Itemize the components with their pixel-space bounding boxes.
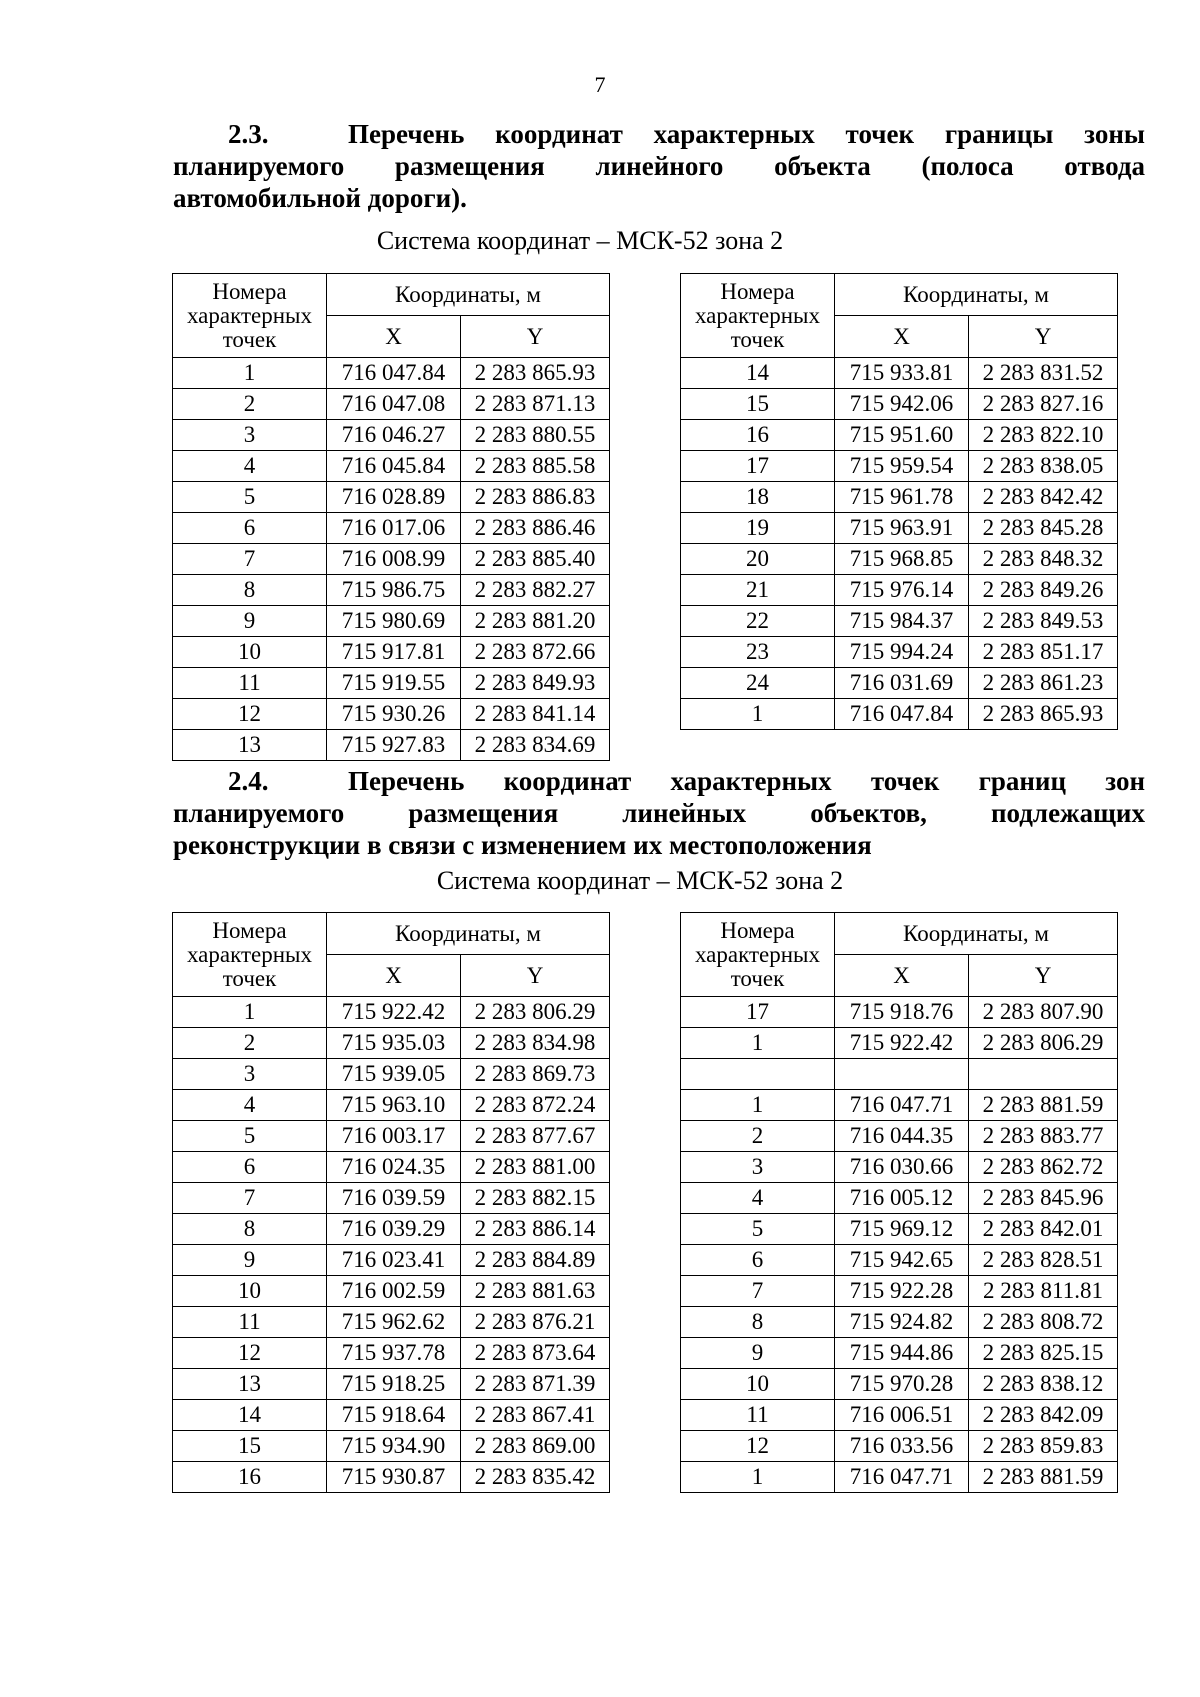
cell-point-number: 23 bbox=[681, 637, 835, 668]
table-row bbox=[173, 420, 610, 451]
cell-x: 715 935.03 bbox=[327, 1028, 461, 1059]
table-row bbox=[681, 699, 1118, 730]
header-x: X bbox=[327, 316, 461, 358]
cell-x: 716 005.12 bbox=[835, 1183, 969, 1214]
header-x: X bbox=[835, 316, 969, 358]
cell-point-number: 14 bbox=[173, 1400, 327, 1431]
cell-y bbox=[969, 1059, 1118, 1090]
table-row bbox=[173, 1462, 610, 1493]
table-row bbox=[681, 1307, 1118, 1338]
header-points: Номера характерных точек bbox=[681, 913, 835, 997]
cell-x: 715 942.06 bbox=[835, 389, 969, 420]
cell-x: 716 030.66 bbox=[835, 1152, 969, 1183]
cell-x: 716 006.51 bbox=[835, 1400, 969, 1431]
cell-point-number: 4 bbox=[173, 1090, 327, 1121]
header-coords: Координаты, м bbox=[327, 913, 610, 955]
cell-point-number: 3 bbox=[681, 1152, 835, 1183]
table-row bbox=[173, 668, 610, 699]
cell-y: 2 283 834.69 bbox=[461, 730, 610, 761]
cell-x: 715 930.26 bbox=[327, 699, 461, 730]
section-2-4-heading bbox=[173, 765, 1145, 861]
cell-x: 715 918.25 bbox=[327, 1369, 461, 1400]
cell-point-number: 16 bbox=[173, 1462, 327, 1493]
cell-y: 2 283 828.51 bbox=[969, 1245, 1118, 1276]
table-row bbox=[681, 1214, 1118, 1245]
cell-y: 2 283 872.66 bbox=[461, 637, 610, 668]
cell-point-number: 8 bbox=[173, 575, 327, 606]
cell-x: 716 031.69 bbox=[835, 668, 969, 699]
cell-point-number: 6 bbox=[681, 1245, 835, 1276]
cell-x: 716 039.59 bbox=[327, 1183, 461, 1214]
cell-x: 716 024.35 bbox=[327, 1152, 461, 1183]
cell-x: 716 039.29 bbox=[327, 1214, 461, 1245]
cell-y: 2 283 872.24 bbox=[461, 1090, 610, 1121]
cell-x: 715 930.87 bbox=[327, 1462, 461, 1493]
cell-y: 2 283 834.98 bbox=[461, 1028, 610, 1059]
cell-x: 715 980.69 bbox=[327, 606, 461, 637]
cell-y: 2 283 865.93 bbox=[461, 358, 610, 389]
table-row bbox=[173, 1059, 610, 1090]
cell-x: 715 939.05 bbox=[327, 1059, 461, 1090]
cell-y: 2 283 842.01 bbox=[969, 1214, 1118, 1245]
cell-x: 716 047.84 bbox=[835, 699, 969, 730]
table-row bbox=[173, 730, 610, 761]
cell-y: 2 283 835.42 bbox=[461, 1462, 610, 1493]
cell-y: 2 283 845.96 bbox=[969, 1183, 1118, 1214]
cell-y: 2 283 849.93 bbox=[461, 668, 610, 699]
cell-y: 2 283 859.83 bbox=[969, 1431, 1118, 1462]
cell-y: 2 283 877.67 bbox=[461, 1121, 610, 1152]
section-2-4-line-2: планируемого размещения линейных объектов, подлежащих bbox=[173, 798, 1145, 828]
cell-point-number: 2 bbox=[681, 1121, 835, 1152]
cell-y: 2 283 881.59 bbox=[969, 1090, 1118, 1121]
table-row bbox=[173, 513, 610, 544]
table-row bbox=[681, 1462, 1118, 1493]
table-row bbox=[681, 513, 1118, 544]
section-2-3-heading bbox=[173, 118, 1145, 214]
table-row bbox=[681, 668, 1118, 699]
cell-x: 715 918.76 bbox=[835, 997, 969, 1028]
table-row bbox=[173, 637, 610, 668]
cell-x: 716 003.17 bbox=[327, 1121, 461, 1152]
table-row bbox=[173, 1245, 610, 1276]
cell-y: 2 283 869.73 bbox=[461, 1059, 610, 1090]
cell-point-number: 12 bbox=[681, 1431, 835, 1462]
cell-y: 2 283 882.15 bbox=[461, 1183, 610, 1214]
table-row bbox=[681, 389, 1118, 420]
cell-y: 2 283 867.41 bbox=[461, 1400, 610, 1431]
table-row bbox=[681, 637, 1118, 668]
cell-point-number: 2 bbox=[173, 1028, 327, 1059]
cell-x: 716 045.84 bbox=[327, 451, 461, 482]
cell-point-number: 4 bbox=[173, 451, 327, 482]
header-coords: Координаты, м bbox=[835, 274, 1118, 316]
cell-y: 2 283 849.26 bbox=[969, 575, 1118, 606]
table-row bbox=[681, 1245, 1118, 1276]
cell-point-number: 20 bbox=[681, 544, 835, 575]
table-2-3-left bbox=[172, 273, 610, 761]
cell-y: 2 283 806.29 bbox=[969, 1028, 1118, 1059]
cell-point-number: 11 bbox=[681, 1400, 835, 1431]
cell-x: 715 970.28 bbox=[835, 1369, 969, 1400]
table-row bbox=[173, 544, 610, 575]
cell-y: 2 283 822.10 bbox=[969, 420, 1118, 451]
cell-point-number: 24 bbox=[681, 668, 835, 699]
header-y: Y bbox=[461, 955, 610, 997]
page-number: 7 bbox=[594, 72, 606, 97]
cell-x: 715 962.62 bbox=[327, 1307, 461, 1338]
cell-x: 715 918.64 bbox=[327, 1400, 461, 1431]
cell-point-number: 3 bbox=[173, 420, 327, 451]
cell-point-number: 13 bbox=[173, 730, 327, 761]
table-row bbox=[173, 1307, 610, 1338]
cell-y: 2 283 881.00 bbox=[461, 1152, 610, 1183]
cell-y: 2 283 806.29 bbox=[461, 997, 610, 1028]
section-2-3-coordinate-system: Система координат – МСК-52 зона 2 bbox=[376, 226, 784, 255]
cell-y: 2 283 880.55 bbox=[461, 420, 610, 451]
table-row bbox=[681, 420, 1118, 451]
table-row bbox=[681, 575, 1118, 606]
table-row bbox=[173, 699, 610, 730]
cell-y: 2 283 849.53 bbox=[969, 606, 1118, 637]
cell-x: 716 046.27 bbox=[327, 420, 461, 451]
section-2-4-line-1: Перечень координат характерных точек границ зон bbox=[348, 766, 1145, 796]
cell-point-number: 22 bbox=[681, 606, 835, 637]
cell-x: 715 951.60 bbox=[835, 420, 969, 451]
table-2-4-right bbox=[680, 912, 1118, 1493]
header-y: Y bbox=[969, 955, 1118, 997]
cell-x: 716 002.59 bbox=[327, 1276, 461, 1307]
cell-point-number: 8 bbox=[173, 1214, 327, 1245]
cell-x: 716 047.71 bbox=[835, 1090, 969, 1121]
table-row bbox=[173, 1276, 610, 1307]
header-coords: Координаты, м bbox=[327, 274, 610, 316]
cell-x: 715 927.83 bbox=[327, 730, 461, 761]
section-2-3-number: 2.3. bbox=[228, 119, 269, 149]
cell-x: 715 961.78 bbox=[835, 482, 969, 513]
table-row bbox=[681, 358, 1118, 389]
table-row bbox=[173, 482, 610, 513]
cell-y: 2 283 827.16 bbox=[969, 389, 1118, 420]
cell-point-number: 5 bbox=[681, 1214, 835, 1245]
cell-point-number: 17 bbox=[681, 451, 835, 482]
cell-y: 2 283 881.59 bbox=[969, 1462, 1118, 1493]
cell-y: 2 283 884.89 bbox=[461, 1245, 610, 1276]
cell-x: 716 044.35 bbox=[835, 1121, 969, 1152]
cell-point-number: 1 bbox=[173, 997, 327, 1028]
cell-y: 2 283 881.63 bbox=[461, 1276, 610, 1307]
table-row bbox=[173, 1028, 610, 1059]
cell-point-number: 10 bbox=[173, 637, 327, 668]
table-row bbox=[681, 1369, 1118, 1400]
cell-x: 715 942.65 bbox=[835, 1245, 969, 1276]
cell-x: 715 963.10 bbox=[327, 1090, 461, 1121]
cell-point-number: 10 bbox=[173, 1276, 327, 1307]
cell-point-number: 11 bbox=[173, 668, 327, 699]
cell-point-number: 6 bbox=[173, 513, 327, 544]
table-row bbox=[681, 1400, 1118, 1431]
table-row bbox=[681, 451, 1118, 482]
table-row bbox=[681, 1431, 1118, 1462]
header-x: X bbox=[835, 955, 969, 997]
section-2-3-line-3: автомобильной дороги). bbox=[173, 183, 467, 213]
cell-point-number: 13 bbox=[173, 1369, 327, 1400]
cell-point-number: 7 bbox=[173, 1183, 327, 1214]
header-y: Y bbox=[969, 316, 1118, 358]
cell-x: 715 969.12 bbox=[835, 1214, 969, 1245]
cell-y: 2 283 841.14 bbox=[461, 699, 610, 730]
table-row bbox=[173, 451, 610, 482]
cell-point-number: 3 bbox=[173, 1059, 327, 1090]
cell-point-number: 11 bbox=[173, 1307, 327, 1338]
cell-point-number: 18 bbox=[681, 482, 835, 513]
cell-y: 2 283 851.17 bbox=[969, 637, 1118, 668]
header-coords: Координаты, м bbox=[835, 913, 1118, 955]
cell-point-number: 6 bbox=[173, 1152, 327, 1183]
cell-x: 716 047.84 bbox=[327, 358, 461, 389]
table-row bbox=[173, 1183, 610, 1214]
cell-point-number bbox=[681, 1059, 835, 1090]
cell-x bbox=[835, 1059, 969, 1090]
section-2-3-line-2: планируемого размещения линейного объекта (полоса отвода bbox=[173, 151, 1145, 181]
cell-x: 715 922.28 bbox=[835, 1276, 969, 1307]
cell-point-number: 4 bbox=[681, 1183, 835, 1214]
cell-point-number: 12 bbox=[173, 1338, 327, 1369]
cell-x: 716 008.99 bbox=[327, 544, 461, 575]
cell-x: 715 917.81 bbox=[327, 637, 461, 668]
table-row bbox=[173, 389, 610, 420]
cell-x: 716 047.08 bbox=[327, 389, 461, 420]
cell-x: 715 968.85 bbox=[835, 544, 969, 575]
cell-point-number: 17 bbox=[681, 997, 835, 1028]
cell-point-number: 7 bbox=[173, 544, 327, 575]
cell-x: 716 033.56 bbox=[835, 1431, 969, 1462]
cell-point-number: 9 bbox=[173, 606, 327, 637]
cell-x: 716 028.89 bbox=[327, 482, 461, 513]
cell-point-number: 16 bbox=[681, 420, 835, 451]
cell-y: 2 283 886.46 bbox=[461, 513, 610, 544]
table-row bbox=[173, 606, 610, 637]
cell-y: 2 283 831.52 bbox=[969, 358, 1118, 389]
section-2-4-coordinate-system: Система координат – МСК-52 зона 2 bbox=[436, 866, 844, 895]
cell-y: 2 283 882.27 bbox=[461, 575, 610, 606]
cell-y: 2 283 842.42 bbox=[969, 482, 1118, 513]
cell-point-number: 15 bbox=[681, 389, 835, 420]
cell-x: 715 924.82 bbox=[835, 1307, 969, 1338]
header-points: Номера характерных точек bbox=[681, 274, 835, 358]
cell-point-number: 5 bbox=[173, 482, 327, 513]
table-row bbox=[681, 482, 1118, 513]
cell-y: 2 283 848.32 bbox=[969, 544, 1118, 575]
cell-point-number: 9 bbox=[173, 1245, 327, 1276]
cell-point-number: 2 bbox=[173, 389, 327, 420]
cell-y: 2 283 886.14 bbox=[461, 1214, 610, 1245]
cell-y: 2 283 885.40 bbox=[461, 544, 610, 575]
header-points: Номера характерных точек bbox=[173, 274, 327, 358]
section-2-4-number: 2.4. bbox=[228, 766, 269, 796]
cell-x: 715 986.75 bbox=[327, 575, 461, 606]
table-row bbox=[173, 1431, 610, 1462]
table-row bbox=[681, 1059, 1118, 1090]
table-row bbox=[681, 1090, 1118, 1121]
cell-point-number: 21 bbox=[681, 575, 835, 606]
cell-y: 2 283 811.81 bbox=[969, 1276, 1118, 1307]
cell-x: 715 994.24 bbox=[835, 637, 969, 668]
header-points: Номера характерных точек bbox=[173, 913, 327, 997]
table-2-4-left bbox=[172, 912, 610, 1493]
cell-x: 715 933.81 bbox=[835, 358, 969, 389]
table-row bbox=[681, 1183, 1118, 1214]
table-row bbox=[173, 1121, 610, 1152]
cell-x: 715 963.91 bbox=[835, 513, 969, 544]
cell-y: 2 283 871.13 bbox=[461, 389, 610, 420]
table-row bbox=[681, 1338, 1118, 1369]
cell-point-number: 1 bbox=[173, 358, 327, 389]
table-row bbox=[681, 1121, 1118, 1152]
cell-point-number: 7 bbox=[681, 1276, 835, 1307]
section-2-3-line-1: Перечень координат характерных точек границы зоны bbox=[348, 119, 1145, 149]
cell-x: 716 047.71 bbox=[835, 1462, 969, 1493]
cell-x: 715 922.42 bbox=[835, 1028, 969, 1059]
cell-y: 2 283 881.20 bbox=[461, 606, 610, 637]
table-row bbox=[681, 1152, 1118, 1183]
cell-x: 715 919.55 bbox=[327, 668, 461, 699]
table-2-3-right bbox=[680, 273, 1118, 730]
cell-y: 2 283 869.00 bbox=[461, 1431, 610, 1462]
cell-y: 2 283 876.21 bbox=[461, 1307, 610, 1338]
cell-point-number: 1 bbox=[681, 1028, 835, 1059]
table-row bbox=[173, 1338, 610, 1369]
cell-x: 715 937.78 bbox=[327, 1338, 461, 1369]
cell-x: 715 976.14 bbox=[835, 575, 969, 606]
cell-y: 2 283 862.72 bbox=[969, 1152, 1118, 1183]
cell-x: 715 984.37 bbox=[835, 606, 969, 637]
cell-y: 2 283 883.77 bbox=[969, 1121, 1118, 1152]
cell-y: 2 283 885.58 bbox=[461, 451, 610, 482]
table-row bbox=[681, 1276, 1118, 1307]
cell-point-number: 1 bbox=[681, 1462, 835, 1493]
section-2-4-line-3: реконструкции в связи с изменением их местоположения bbox=[173, 830, 872, 860]
cell-x: 715 959.54 bbox=[835, 451, 969, 482]
table-row bbox=[173, 1090, 610, 1121]
cell-point-number: 9 bbox=[681, 1338, 835, 1369]
cell-point-number: 1 bbox=[681, 1090, 835, 1121]
cell-point-number: 1 bbox=[681, 699, 835, 730]
table-row bbox=[173, 997, 610, 1028]
cell-point-number: 12 bbox=[173, 699, 327, 730]
table-row bbox=[173, 575, 610, 606]
cell-y: 2 283 807.90 bbox=[969, 997, 1118, 1028]
cell-y: 2 283 838.05 bbox=[969, 451, 1118, 482]
cell-x: 715 922.42 bbox=[327, 997, 461, 1028]
table-row bbox=[681, 606, 1118, 637]
table-row bbox=[681, 544, 1118, 575]
table-row bbox=[173, 1152, 610, 1183]
cell-point-number: 15 bbox=[173, 1431, 327, 1462]
cell-point-number: 5 bbox=[173, 1121, 327, 1152]
table-row bbox=[173, 1214, 610, 1245]
cell-point-number: 14 bbox=[681, 358, 835, 389]
cell-y: 2 283 886.83 bbox=[461, 482, 610, 513]
cell-y: 2 283 845.28 bbox=[969, 513, 1118, 544]
cell-y: 2 283 871.39 bbox=[461, 1369, 610, 1400]
cell-point-number: 10 bbox=[681, 1369, 835, 1400]
cell-x: 715 944.86 bbox=[835, 1338, 969, 1369]
header-x: X bbox=[327, 955, 461, 997]
cell-y: 2 283 825.15 bbox=[969, 1338, 1118, 1369]
cell-y: 2 283 808.72 bbox=[969, 1307, 1118, 1338]
cell-point-number: 19 bbox=[681, 513, 835, 544]
table-row bbox=[173, 1369, 610, 1400]
cell-y: 2 283 861.23 bbox=[969, 668, 1118, 699]
cell-x: 716 017.06 bbox=[327, 513, 461, 544]
table-row bbox=[681, 997, 1118, 1028]
cell-y: 2 283 842.09 bbox=[969, 1400, 1118, 1431]
cell-x: 715 934.90 bbox=[327, 1431, 461, 1462]
table-row bbox=[173, 1400, 610, 1431]
cell-y: 2 283 865.93 bbox=[969, 699, 1118, 730]
cell-y: 2 283 838.12 bbox=[969, 1369, 1118, 1400]
table-row bbox=[681, 1028, 1118, 1059]
cell-x: 716 023.41 bbox=[327, 1245, 461, 1276]
cell-point-number: 8 bbox=[681, 1307, 835, 1338]
cell-y: 2 283 873.64 bbox=[461, 1338, 610, 1369]
table-row bbox=[173, 358, 610, 389]
header-y: Y bbox=[461, 316, 610, 358]
